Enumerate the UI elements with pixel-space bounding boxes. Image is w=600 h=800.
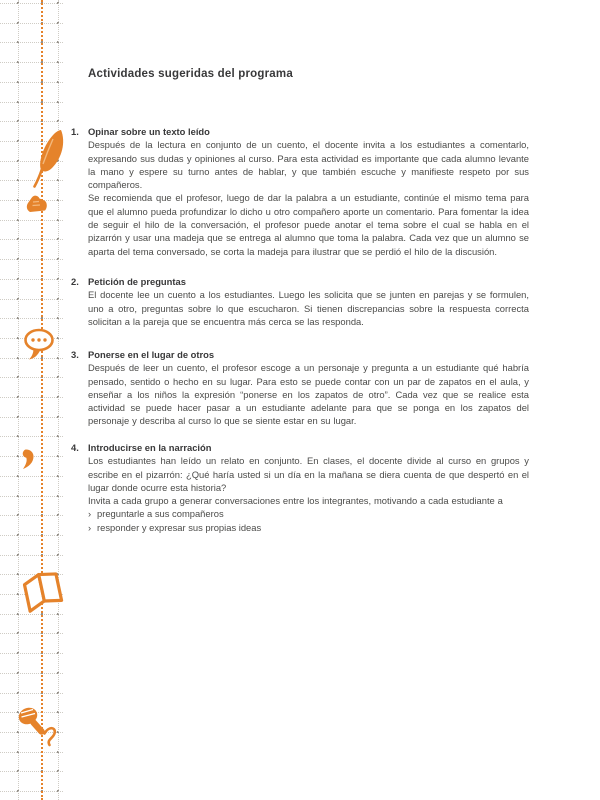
activity-item-4 — [71, 441, 529, 534]
activity-item-2 — [71, 275, 529, 328]
activity-paragraph: Invita a cada grupo a generar conversaciones entre los integrantes, motivando a cada estudiante a — [88, 495, 503, 507]
bullet-text: responder y expresar sus propias ideas — [97, 521, 262, 533]
activity-title: Ponerse en el lugar de otros — [88, 349, 215, 360]
activity-number: 1. — [71, 126, 79, 137]
chevron-bullet: › — [88, 521, 92, 533]
activity-item-1 — [71, 125, 529, 258]
activity-item-3 — [71, 348, 529, 428]
activity-number: 4. — [71, 442, 79, 453]
microphone-icon — [16, 704, 62, 752]
activity-number: 2. — [71, 276, 79, 287]
bullet-item — [88, 521, 529, 534]
activity-title: Introducirse en la narración — [88, 442, 212, 453]
speech-bubble-icon — [23, 327, 56, 364]
activity-title: Petición de preguntas — [88, 276, 186, 287]
activity-title: Opinar sobre un texto leído — [88, 126, 210, 137]
chevron-bullet: › — [88, 508, 92, 520]
activity-paragraph: Se recomienda que el profesor, luego de dar la palabra a un estudiante, continúe el mismo tema para que el alumno pueda profundizar lo dicho u otro compañero aporte un comentario. Para fomentar la idea de seguir el hilo de la conversación, el profesor puede anotar el tema sobre el cual se habla en el pizarrón y usar una madeja que se entrega al alumno que toma la palabra. Cada vez que un alumno se aparta del tema conversado, se corta la madeja para ilustrar que se perdió el hilo de la discusión. — [88, 192, 529, 257]
bullet-item — [88, 507, 529, 520]
activity-paragraph: Después de leer un cuento, el profesor escoge a un personaje y pregunta a un estudiante qué habría pensado, sentido o hecho en su lugar. Para esto se puede contar con un par de zapatos en el aula, y enseñar a los niños la expresión “ponerse en los zapatos de otro”. Cada vez que se realice esta actividad se puede hacer pasar a un estudiante adelante para que se ponga en los zapatos del personaje y describa al curso lo que se siente estar en su lugar. — [88, 362, 529, 427]
page-title: Actividades sugeridas del programa — [88, 68, 293, 80]
bullet-text: preguntarle a sus compañeros — [97, 508, 224, 520]
open-book-icon — [20, 565, 66, 615]
activity-paragraph: Los estudiantes han leído un relato en conjunto. En clases, el docente divide al curso en grupos y escribe en el pizarrón: ¿Qué haría usted si un día en la mañana se diera cuenta de que despertó en el lugar donde ocurre esta historia? — [88, 455, 529, 493]
activity-paragraph: El docente lee un cuento a los estudiantes. Luego les solicita que se junten en parejas y se formulen, uno a otro, preguntas sobre lo que escucharon. Si tienen discrepancias sobre la respuesta correcta solicitan a la pareja que se encuentra más cerca se las responda. — [88, 289, 529, 327]
activity-number: 3. — [71, 349, 79, 360]
comma-icon — [21, 448, 35, 470]
ink-blot-icon — [25, 194, 49, 215]
activity-paragraph: Después de la lectura en conjunto de un cuento, el docente invita a los estudiantes a comentarlo, expresando sus dudas y opiniones al curso. Para esta actividad es importante que cada alumno levante la mano y espere su turno antes de hablar, y que también escuche y manifieste respeto por sus compañeros. — [88, 139, 529, 191]
quill-icon — [28, 128, 66, 192]
margin-grid — [0, 0, 66, 800]
